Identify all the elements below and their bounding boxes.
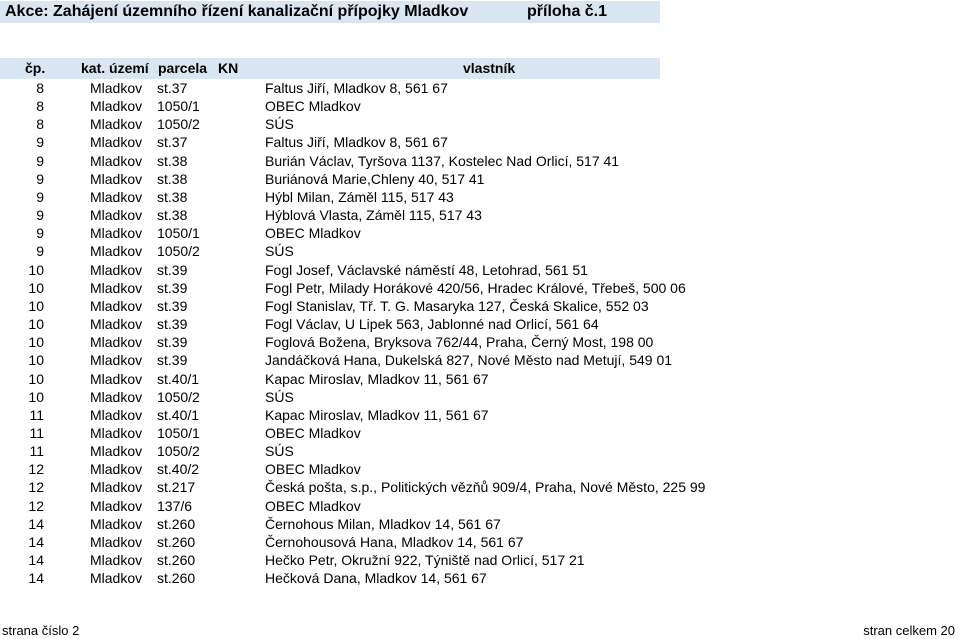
table-row [0, 442, 959, 460]
cell-ku: Mladkov [90, 152, 143, 169]
cell-parcela: st.39 [157, 261, 188, 278]
cell-cp: 9 [36, 243, 44, 260]
column-header-ku: kat. území [81, 60, 149, 76]
cell-ku: Mladkov [90, 370, 143, 387]
cell-vlastnik: Fogl Stanislav, Tř. T. G. Masaryka 127, Česká Skalice, 552 03 [265, 297, 649, 314]
cell-vlastnik: Kapac Miroslav, Mladkov 11, 561 67 [265, 406, 489, 423]
cell-vlastnik: Fogl Václav, U Lipek 563, Jablonné nad Orlicí, 561 64 [265, 316, 599, 333]
table-row [0, 478, 959, 496]
table-row [0, 133, 959, 151]
cell-cp: 9 [36, 134, 44, 151]
page-number: strana číslo 2 [2, 623, 80, 638]
cell-vlastnik: Faltus Jiří, Mladkov 8, 561 67 [265, 80, 448, 96]
cell-vlastnik: SÚS [265, 116, 294, 133]
cell-parcela: 1050/2 [157, 243, 200, 260]
cell-parcela: 1050/1 [157, 98, 200, 115]
cell-parcela: st.40/1 [157, 370, 200, 387]
table-row [0, 170, 959, 188]
cell-parcela: st.39 [157, 352, 188, 369]
table-row [0, 460, 959, 478]
cell-ku: Mladkov [90, 570, 143, 587]
cell-cp: 9 [36, 225, 44, 242]
cell-cp: 10 [28, 279, 44, 296]
table-row [0, 370, 959, 388]
cell-parcela: 1050/1 [157, 225, 200, 242]
table-row [0, 533, 959, 551]
cell-vlastnik: Buriánová Marie,Chleny 40, 517 41 [265, 170, 485, 187]
attachment-label: příloha č.1 [527, 3, 608, 20]
cell-vlastnik: SÚS [265, 388, 294, 405]
table-row [0, 79, 959, 97]
cell-cp: 10 [28, 297, 44, 314]
page-total: stran celkem 20 [863, 623, 955, 638]
cell-vlastnik: Burián Václav, Tyršova 1137, Kostelec Nad Orlicí, 517 41 [265, 152, 620, 169]
document-title-bar [0, 1, 660, 23]
cell-parcela: st.39 [157, 279, 188, 296]
table-row [0, 569, 959, 587]
cell-ku: Mladkov [90, 80, 143, 96]
cell-vlastnik: OBEC Mladkov [265, 461, 361, 478]
cell-cp: 12 [28, 479, 44, 496]
cell-cp: 9 [36, 152, 44, 169]
cell-vlastnik: OBEC Mladkov [265, 424, 361, 441]
table-row [0, 315, 959, 333]
cell-ku: Mladkov [90, 225, 143, 242]
cell-ku: Mladkov [90, 297, 143, 314]
cell-vlastnik: OBEC Mladkov [265, 98, 361, 115]
cell-cp: 14 [28, 533, 44, 550]
cell-cp: 11 [29, 406, 44, 423]
table-row [0, 224, 959, 242]
cell-parcela: st.260 [157, 515, 196, 532]
column-header-vlastnik: vlastník [463, 60, 516, 76]
cell-ku: Mladkov [90, 207, 143, 224]
cell-ku: Mladkov [90, 552, 143, 569]
cell-ku: Mladkov [90, 515, 143, 532]
cell-vlastnik: OBEC Mladkov [265, 497, 361, 514]
table-row [0, 206, 959, 224]
cell-vlastnik: Hýblová Vlasta, Záměl 115, 517 43 [265, 207, 482, 224]
cell-parcela: st.38 [157, 207, 188, 224]
table-row [0, 115, 959, 133]
column-header-kn: KN [218, 60, 239, 76]
cell-ku: Mladkov [90, 533, 143, 550]
cell-parcela: 1050/1 [157, 424, 200, 441]
cell-cp: 9 [36, 207, 44, 224]
cell-vlastnik: Fogl Josef, Václavské náměstí 48, Letohrad, 561 51 [265, 261, 588, 278]
cell-parcela: st.260 [157, 570, 196, 587]
cell-ku: Mladkov [90, 461, 143, 478]
table-row [0, 297, 959, 315]
cell-ku: Mladkov [90, 388, 143, 405]
cell-parcela: st.37 [157, 80, 188, 96]
table-row [0, 152, 959, 170]
cell-parcela: st.217 [157, 479, 196, 496]
cell-cp: 14 [28, 570, 44, 587]
cell-vlastnik: Hýbl Milan, Záměl 115, 517 43 [265, 188, 454, 205]
table-header [0, 58, 660, 79]
cell-ku: Mladkov [90, 334, 143, 351]
cell-vlastnik: OBEC Mladkov [265, 225, 361, 242]
table-row [0, 97, 959, 115]
cell-cp: 10 [28, 261, 44, 278]
table-row [0, 497, 959, 515]
cell-parcela: st.38 [157, 188, 188, 205]
cell-ku: Mladkov [90, 134, 143, 151]
table-row [0, 188, 959, 206]
cell-cp: 11 [29, 443, 44, 460]
cell-ku: Mladkov [90, 261, 143, 278]
cell-ku: Mladkov [90, 188, 143, 205]
cell-vlastnik: Foglová Božena, Bryksova 762/44, Praha, Černý Most, 198 00 [265, 334, 654, 351]
cell-parcela: st.39 [157, 316, 188, 333]
cell-ku: Mladkov [90, 116, 143, 133]
cell-cp: 11 [29, 424, 44, 441]
document-title: Akce: Zahájení územního řízení kanalizační přípojky Mladkov [5, 3, 469, 20]
cell-parcela: st.39 [157, 297, 188, 314]
cell-parcela: st.40/2 [157, 461, 200, 478]
cell-ku: Mladkov [90, 443, 143, 460]
cell-parcela: st.38 [157, 170, 188, 187]
table-row [0, 333, 959, 351]
cell-vlastnik: Faltus Jiří, Mladkov 8, 561 67 [265, 134, 448, 151]
cell-parcela: st.40/1 [157, 406, 200, 423]
cell-cp: 10 [28, 334, 44, 351]
table-row [0, 351, 959, 369]
cell-cp: 10 [28, 352, 44, 369]
cell-parcela: st.39 [157, 334, 188, 351]
cell-cp: 14 [28, 515, 44, 532]
cell-ku: Mladkov [90, 170, 143, 187]
cell-vlastnik: SÚS [265, 443, 294, 460]
cell-cp: 14 [28, 552, 44, 569]
cell-cp: 8 [36, 116, 44, 133]
cell-parcela: st.260 [157, 533, 196, 550]
cell-cp: 8 [36, 80, 44, 96]
table-row [0, 388, 959, 406]
table-row [0, 242, 959, 260]
cell-vlastnik: Jandáčková Hana, Dukelská 827, Nové Město nad Metují, 549 01 [265, 352, 673, 369]
cell-ku: Mladkov [90, 352, 143, 369]
cell-parcela: st.37 [157, 134, 188, 151]
cell-parcela: 1050/2 [157, 388, 200, 405]
cell-vlastnik: Černohousová Hana, Mladkov 14, 561 67 [265, 533, 524, 550]
cell-cp: 10 [28, 370, 44, 387]
table-row [0, 261, 959, 279]
table-row [0, 515, 959, 533]
column-header-parcela: parcela [158, 60, 208, 76]
cell-vlastnik: Česká pošta, s.p., Politických vězňů 909/4, Praha, Nové Město, 225 99 [265, 479, 706, 496]
table-row [0, 279, 959, 297]
cell-vlastnik: Černohous Milan, Mladkov 14, 561 67 [265, 515, 501, 532]
cell-vlastnik: Hečková Dana, Mladkov 14, 561 67 [265, 570, 487, 587]
cell-cp: 12 [28, 461, 44, 478]
cell-vlastnik: SÚS [265, 243, 294, 260]
cell-cp: 10 [28, 388, 44, 405]
cell-ku: Mladkov [90, 424, 143, 441]
owners-table [0, 79, 959, 587]
cell-vlastnik: Kapac Miroslav, Mladkov 11, 561 67 [265, 370, 489, 387]
cell-cp: 8 [36, 98, 44, 115]
table-row [0, 551, 959, 569]
cell-parcela: 137/6 [157, 497, 193, 514]
table-row [0, 424, 959, 442]
cell-ku: Mladkov [90, 98, 143, 115]
table-row [0, 406, 959, 424]
cell-cp: 9 [36, 170, 44, 187]
cell-ku: Mladkov [90, 243, 143, 260]
column-header-cp: čp. [25, 60, 46, 76]
cell-cp: 9 [36, 188, 44, 205]
cell-cp: 12 [28, 497, 44, 514]
cell-parcela: st.38 [157, 152, 188, 169]
cell-vlastnik: Fogl Petr, Milady Horákové 420/56, Hradec Králové, Třebeš, 500 06 [265, 279, 686, 296]
cell-cp: 10 [28, 316, 44, 333]
cell-ku: Mladkov [90, 479, 143, 496]
cell-parcela: 1050/2 [157, 443, 200, 460]
cell-ku: Mladkov [90, 497, 143, 514]
cell-parcela: st.260 [157, 552, 196, 569]
cell-ku: Mladkov [90, 279, 143, 296]
cell-ku: Mladkov [90, 316, 143, 333]
cell-vlastnik: Hečko Petr, Okružní 922, Týniště nad Orlicí, 517 21 [265, 552, 585, 569]
cell-parcela: 1050/2 [157, 116, 200, 133]
cell-ku: Mladkov [90, 406, 143, 423]
